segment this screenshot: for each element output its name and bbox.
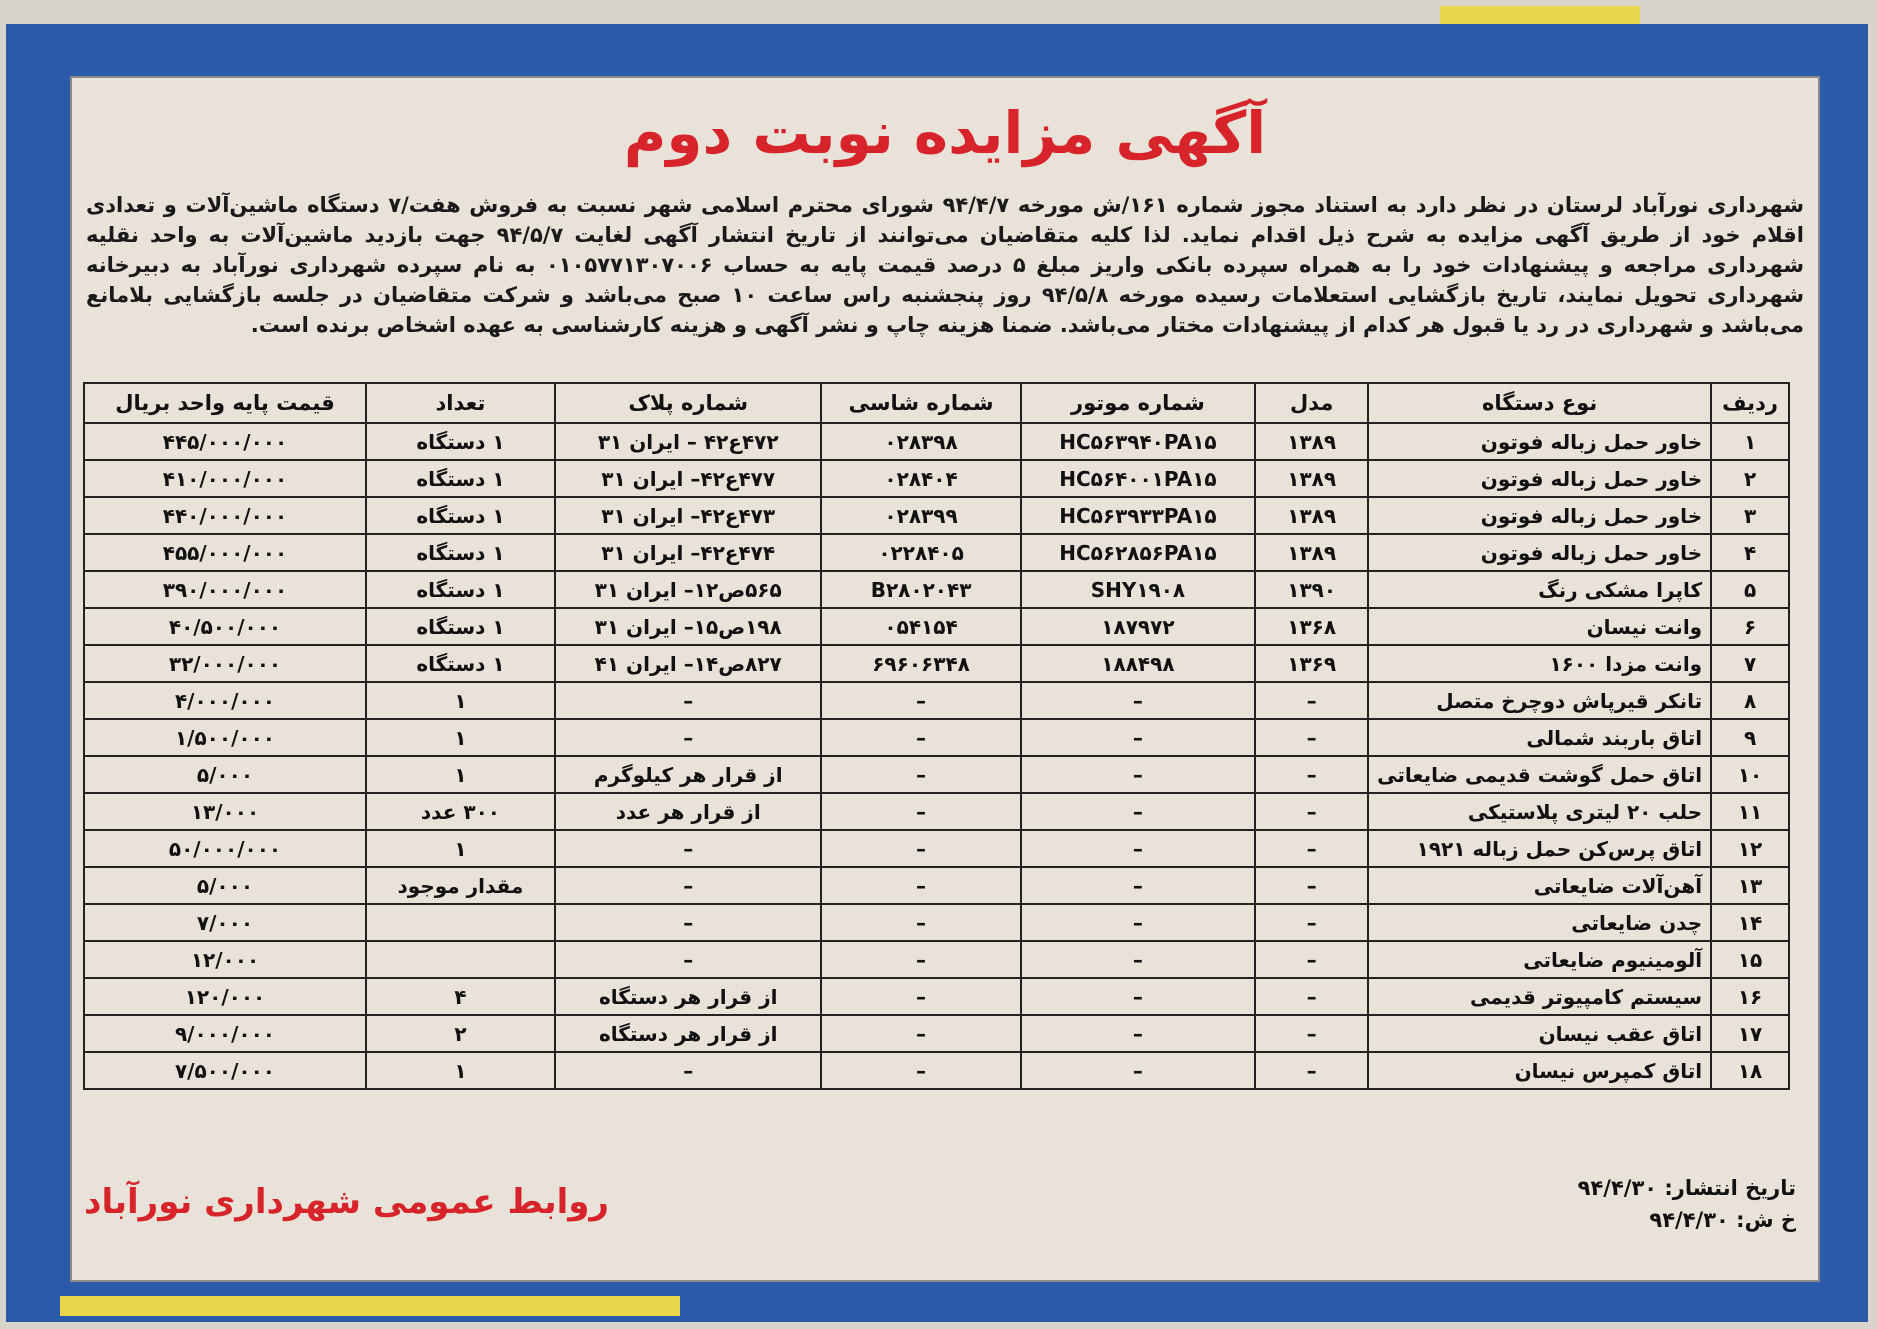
cell-plate-number: – [555, 904, 822, 941]
cell-quantity: مقدار موجود [366, 867, 555, 904]
cell-model: ۱۳۸۹ [1255, 497, 1368, 534]
cell-base-price: ۵۰/۰۰۰/۰۰۰ [84, 830, 366, 867]
table-row [84, 571, 1789, 608]
cell-model: – [1255, 756, 1368, 793]
cell-plate-number: – [555, 682, 822, 719]
cell-device-type: سیستم کامپیوتر قدیمی [1368, 978, 1711, 1015]
cell-plate-number: ۴۷۳ع۴۲– ایران ۳۱ [555, 497, 822, 534]
cell-device-type: وانت مزدا ۱۶۰۰ [1368, 645, 1711, 682]
cell-engine-number: – [1021, 793, 1256, 830]
cell-model: – [1255, 1052, 1368, 1089]
cell-base-price: ۱/۵۰۰/۰۰۰ [84, 719, 366, 756]
cell-plate-number: – [555, 941, 822, 978]
table-row [84, 830, 1789, 867]
header-quantity: تعداد [366, 383, 555, 423]
table-row [84, 867, 1789, 904]
cell-row-number: ۱۵ [1711, 941, 1789, 978]
cell-base-price: ۴۰/۵۰۰/۰۰۰ [84, 608, 366, 645]
table-row [84, 608, 1789, 645]
cell-device-type: خاور حمل زباله فوتون [1368, 497, 1711, 534]
cell-chassis-number: – [821, 904, 1020, 941]
cell-model: ۱۳۸۹ [1255, 423, 1368, 460]
cell-row-number: ۱۶ [1711, 978, 1789, 1015]
cell-row-number: ۵ [1711, 571, 1789, 608]
cell-plate-number: از قرار هر دستگاه [555, 1015, 822, 1052]
cell-chassis-number: ۰۲۸۴۰۴ [821, 460, 1020, 497]
cell-row-number: ۲ [1711, 460, 1789, 497]
table-body [84, 423, 1789, 1089]
cell-quantity: ۱ [366, 830, 555, 867]
table-row [84, 645, 1789, 682]
cell-chassis-number: – [821, 1015, 1020, 1052]
header-plate-number: شماره پلاک [555, 383, 822, 423]
cell-plate-number: از قرار هر کیلوگرم [555, 756, 822, 793]
bottom-yellow-stripe [60, 1296, 680, 1316]
cell-device-type: اتاق باربند شمالی [1368, 719, 1711, 756]
table-row [84, 719, 1789, 756]
cell-base-price: ۹/۰۰۰/۰۰۰ [84, 1015, 366, 1052]
notice-title: آگهی مزایده نوبت دوم [623, 99, 1267, 167]
cell-device-type: کاپرا مشکی رنگ [1368, 571, 1711, 608]
cell-chassis-number: ۶۹۶۰۶۳۴۸ [821, 645, 1020, 682]
cell-engine-number: – [1021, 904, 1256, 941]
table-row [84, 1015, 1789, 1052]
cell-chassis-number: B۲۸۰۲۰۴۳ [821, 571, 1020, 608]
cell-row-number: ۶ [1711, 608, 1789, 645]
cell-row-number: ۱۷ [1711, 1015, 1789, 1052]
cell-chassis-number: ۰۵۴۱۵۴ [821, 608, 1020, 645]
table-row [84, 682, 1789, 719]
cell-model: – [1255, 719, 1368, 756]
cell-base-price: ۴/۰۰۰/۰۰۰ [84, 682, 366, 719]
notice-intro-paragraph: شهرداری نورآباد لرستان در نظر دارد به استناد مجوز شماره ۱۶۱/ش مورخه ۹۴/۴/۷ شورای محترم اسلامی شهر نسبت به فروش هفت/۷ دستگاه ماشین‌آلات و تعدادی اقلام خود از طریق آگهی مزایده به شرح ذیل اقدام نماید. لذا کلیه متقاضیان می‌توانند از تاریخ انتشار آگهی لغایت ۹۴/۵/۷ جهت بازدید ماشین‌آلات به واحد نقلیه شهرداری مراجعه و پیشنهادات خود را به همراه سپرده بانکی واریز مبلغ ۵ درصد قیمت پایه به حساب ۰۱۰۵۷۷۱۳۰۷۰۰۶ به نام سپرده شهرداری نورآباد به دبیرخانه شهرداری تحویل نمایند، تاریخ بازگشایی استعلامات رسیده مورخه ۹۴/۵/۸ روز پنجشنبه راس ساعت ۱۰ صبح می‌باشد و شرکت متقاضیان در جلسه بازگشایی بلامانع می‌باشد و شهرداری در رد یا قبول هر کدام از پیشنهادات مختار می‌باشد. ضمنا هزینه چاپ و نشر آگهی و هزینه کارشناسی به عهده اشخاص برنده است. [86, 193, 1804, 337]
cell-plate-number: – [555, 867, 822, 904]
cell-engine-number: – [1021, 867, 1256, 904]
cell-quantity: ۴ [366, 978, 555, 1015]
cell-row-number: ۹ [1711, 719, 1789, 756]
cell-engine-number: HC۵۶۳۹۳۳PA۱۵ [1021, 497, 1256, 534]
cell-quantity: ۱ دستگاه [366, 460, 555, 497]
cell-engine-number: – [1021, 1015, 1256, 1052]
auction-items-table [83, 382, 1790, 1090]
cell-device-type: چدن ضایعاتی [1368, 904, 1711, 941]
cell-model: – [1255, 793, 1368, 830]
cell-model: – [1255, 1015, 1368, 1052]
cell-plate-number: – [555, 719, 822, 756]
cell-plate-number: از قرار هر عدد [555, 793, 822, 830]
table-row [84, 497, 1789, 534]
cell-quantity: ۱ [366, 682, 555, 719]
table-row [84, 534, 1789, 571]
header-row-number: ردیف [1711, 383, 1789, 423]
cell-device-type: آهن‌آلات ضایعاتی [1368, 867, 1711, 904]
cell-row-number: ۱۴ [1711, 904, 1789, 941]
cell-model: – [1255, 941, 1368, 978]
cell-row-number: ۱۱ [1711, 793, 1789, 830]
cell-quantity: ۳۰۰ عدد [366, 793, 555, 830]
cell-engine-number: SHY۱۹۰۸ [1021, 571, 1256, 608]
cell-row-number: ۱۸ [1711, 1052, 1789, 1089]
cell-model: – [1255, 867, 1368, 904]
cell-base-price: ۴۴۵/۰۰۰/۰۰۰ [84, 423, 366, 460]
cell-device-type: اتاق کمپرس نیسان [1368, 1052, 1711, 1089]
cell-base-price: ۷/۵۰۰/۰۰۰ [84, 1052, 366, 1089]
table-row [84, 904, 1789, 941]
cell-chassis-number: – [821, 941, 1020, 978]
cell-engine-number: – [1021, 978, 1256, 1015]
cell-plate-number: ۵۶۵ص۱۲– ایران ۳۱ [555, 571, 822, 608]
cell-quantity [366, 941, 555, 978]
cell-chassis-number: – [821, 830, 1020, 867]
cell-engine-number: – [1021, 941, 1256, 978]
cell-base-price: ۱۲/۰۰۰ [84, 941, 366, 978]
cell-plate-number: ۴۷۲ع۴۲ – ایران ۳۱ [555, 423, 822, 460]
cell-quantity: ۱ [366, 756, 555, 793]
table-row [84, 1052, 1789, 1089]
cell-device-type: خاور حمل زباله فوتون [1368, 534, 1711, 571]
cell-chassis-number: – [821, 978, 1020, 1015]
cell-plate-number: ۱۹۸ص۱۵– ایران ۳۱ [555, 608, 822, 645]
cell-chassis-number: – [821, 682, 1020, 719]
header-base-price: قیمت پایه واحد بریال [84, 383, 366, 423]
header-engine-number: شماره موتور [1021, 383, 1256, 423]
cell-engine-number: – [1021, 719, 1256, 756]
public-relations-signature: روابط عمومی شهرداری نورآباد [84, 1182, 609, 1222]
cell-plate-number: از قرار هر دستگاه [555, 978, 822, 1015]
cell-chassis-number: – [821, 756, 1020, 793]
cell-device-type: آلومینیوم ضایعاتی [1368, 941, 1711, 978]
cell-base-price: ۳۹۰/۰۰۰/۰۰۰ [84, 571, 366, 608]
cell-model: – [1255, 978, 1368, 1015]
header-model: مدل [1255, 383, 1368, 423]
cell-base-price: ۴۱۰/۰۰۰/۰۰۰ [84, 460, 366, 497]
cell-base-price: ۷/۰۰۰ [84, 904, 366, 941]
cell-chassis-number: – [821, 1052, 1020, 1089]
cell-engine-number: – [1021, 830, 1256, 867]
cell-engine-number: – [1021, 756, 1256, 793]
cell-chassis-number: – [821, 793, 1020, 830]
cell-engine-number: ۱۸۷۹۷۲ [1021, 608, 1256, 645]
cell-row-number: ۳ [1711, 497, 1789, 534]
cell-engine-number: – [1021, 1052, 1256, 1089]
header-device-type: نوع دستگاه [1368, 383, 1711, 423]
cell-device-type: خاور حمل زباله فوتون [1368, 460, 1711, 497]
cell-device-type: وانت نیسان [1368, 608, 1711, 645]
cell-base-price: ۱۲۰/۰۰۰ [84, 978, 366, 1015]
table-row [84, 460, 1789, 497]
cell-row-number: ۱۳ [1711, 867, 1789, 904]
cell-device-type: تانکر قیرپاش دوچرخ متصل [1368, 682, 1711, 719]
cell-model: – [1255, 830, 1368, 867]
cell-base-price: ۵/۰۰۰ [84, 867, 366, 904]
cell-row-number: ۷ [1711, 645, 1789, 682]
cell-chassis-number: ۰۲۲۸۴۰۵ [821, 534, 1020, 571]
cell-row-number: ۱ [1711, 423, 1789, 460]
cell-plate-number: ۸۲۷ص۱۴– ایران ۴۱ [555, 645, 822, 682]
cell-chassis-number: ۰۲۸۳۹۸ [821, 423, 1020, 460]
cell-chassis-number: – [821, 719, 1020, 756]
cell-base-price: ۴۵۵/۰۰۰/۰۰۰ [84, 534, 366, 571]
cell-quantity [366, 904, 555, 941]
table-row [84, 756, 1789, 793]
cell-base-price: ۵/۰۰۰ [84, 756, 366, 793]
cell-device-type: خاور حمل زباله فوتون [1368, 423, 1711, 460]
cell-quantity: ۱ دستگاه [366, 423, 555, 460]
cell-quantity: ۱ دستگاه [366, 497, 555, 534]
cell-quantity: ۱ [366, 1052, 555, 1089]
cell-row-number: ۸ [1711, 682, 1789, 719]
table-row [84, 978, 1789, 1015]
cell-plate-number: ۴۷۴ع۴۲– ایران ۳۱ [555, 534, 822, 571]
cell-engine-number: HC۵۶۳۹۴۰PA۱۵ [1021, 423, 1256, 460]
header-chassis-number: شماره شاسی [821, 383, 1020, 423]
cell-device-type: اتاق حمل گوشت قدیمی ضایعاتی [1368, 756, 1711, 793]
cell-base-price: ۴۴۰/۰۰۰/۰۰۰ [84, 497, 366, 534]
cell-quantity: ۱ دستگاه [366, 534, 555, 571]
cell-engine-number: HC۵۶۲۸۵۶PA۱۵ [1021, 534, 1256, 571]
cell-device-type: اتاق پرس‌کن حمل زباله ۱۹۲۱ [1368, 830, 1711, 867]
cell-row-number: ۱۲ [1711, 830, 1789, 867]
cell-quantity: ۱ دستگاه [366, 608, 555, 645]
cell-plate-number: – [555, 830, 822, 867]
cell-row-number: ۱۰ [1711, 756, 1789, 793]
cell-model: – [1255, 904, 1368, 941]
cell-device-type: اتاق عقب نیسان [1368, 1015, 1711, 1052]
cell-model: ۱۳۸۹ [1255, 460, 1368, 497]
table-row [84, 941, 1789, 978]
cell-device-type: حلب ۲۰ لیتری پلاستیکی [1368, 793, 1711, 830]
cell-model: ۱۳۸۹ [1255, 534, 1368, 571]
table-row [84, 793, 1789, 830]
reference-date: خ ش: ۹۴/۴/۳۰ [1649, 1208, 1796, 1232]
cell-chassis-number: ۰۲۸۳۹۹ [821, 497, 1020, 534]
cell-row-number: ۴ [1711, 534, 1789, 571]
cell-quantity: ۱ [366, 719, 555, 756]
footer-dates [1578, 1172, 1796, 1236]
cell-chassis-number: – [821, 867, 1020, 904]
cell-plate-number: – [555, 1052, 822, 1089]
cell-quantity: ۲ [366, 1015, 555, 1052]
cell-quantity: ۱ دستگاه [366, 571, 555, 608]
cell-base-price: ۱۳/۰۰۰ [84, 793, 366, 830]
cell-engine-number: – [1021, 682, 1256, 719]
cell-model: ۱۳۹۰ [1255, 571, 1368, 608]
cell-model: – [1255, 682, 1368, 719]
table-row [84, 423, 1789, 460]
cell-engine-number: HC۵۶۴۰۰۱PA۱۵ [1021, 460, 1256, 497]
cell-quantity: ۱ دستگاه [366, 645, 555, 682]
cell-model: ۱۳۶۹ [1255, 645, 1368, 682]
cell-base-price: ۳۲/۰۰۰/۰۰۰ [84, 645, 366, 682]
cell-engine-number: ۱۸۸۴۹۸ [1021, 645, 1256, 682]
table-header-row [84, 383, 1789, 423]
publish-date: تاریخ انتشار: ۹۴/۴/۳۰ [1577, 1176, 1796, 1200]
cell-model: ۱۳۶۸ [1255, 608, 1368, 645]
advertisement-notice [70, 76, 1820, 1282]
cell-plate-number: ۴۷۷ع۴۲– ایران ۳۱ [555, 460, 822, 497]
